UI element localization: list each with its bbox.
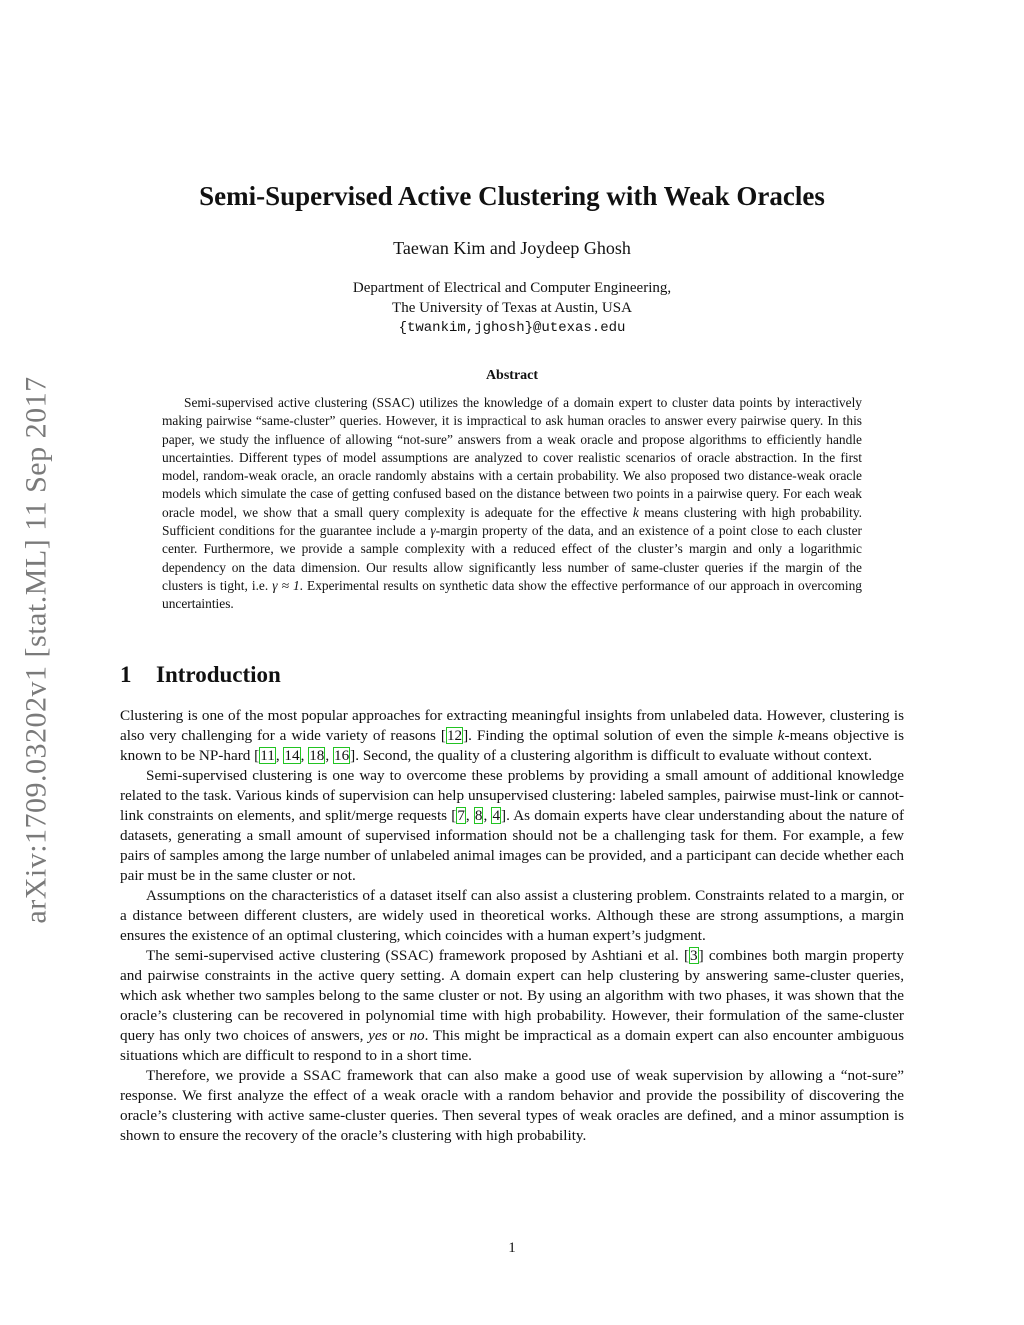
- section-title: Introduction: [156, 662, 281, 687]
- citation-link[interactable]: 14: [284, 747, 300, 764]
- abstract-part: Semi-supervised active clustering (SSAC) utilizes the knowledge of a domain expert to cluster data points by interactively making pairwise “same-cluster” queries. However, it is impractical to ask human oracles to answer every pairwise query. In this paper, we study the influence of allowing “not-sure” answers from a weak oracle and propose algorithms to efficiently handle uncertainties. Different types of model assumptions are analyzed to cover realistic scenarios of oracle abstraction. In the first model, random-weak oracle, an oracle randomly abstains with a certain probability. We also proposed two distance-weak oracle models which simulate the case of getting confused based on the distance between two points in a pairwise query. For each weak oracle model, we show that a small query complexity is adequate for the effective: [162, 395, 862, 520]
- citation-link[interactable]: 3: [690, 947, 698, 964]
- arxiv-identifier: arXiv:1709.03202v1 [stat.ML] 11 Sep 2017: [20, 376, 54, 924]
- citation-link[interactable]: 4: [492, 807, 501, 824]
- text-run: The semi-supervised active clustering (SSAC) framework proposed by Ashtiani et al. [: [146, 947, 690, 964]
- abstract-heading: Abstract: [485, 368, 539, 383]
- text-run: Semi-supervised clustering is one way to overcome these problems by providing a small amount of additional knowledge related to the task. Various kinds of supervision can help unsupervised clustering: labeled samples, pairwise must-link or cannot-link constraints on elements, and split/merge requests [: [120, 767, 904, 824]
- math-k: k: [777, 727, 785, 744]
- abstract-part: -margin property of the data, and an existence of a point close to each cluster center. Furthermore, we provide a sample complexity with a reduced effect of the cluster’s margin and only a logarithmic dependency on the data dimension. Our results allow significantly less number of same-cluster queries if the margin of the clusters is tight, i.e.: [162, 523, 862, 593]
- affiliation: [0, 278, 1024, 338]
- abstract-part: . Experimental results on synthetic data show the effective performance of our approach in overcoming uncertainties.: [162, 577, 862, 612]
- citation-link[interactable]: 12: [446, 727, 463, 744]
- math-gamma-approx: γ ≈ 1: [272, 577, 300, 593]
- page-number: 1: [508, 1240, 516, 1256]
- introduction-body: [120, 706, 904, 1146]
- affiliation-university: The University of Texas at Austin, USA: [392, 300, 632, 316]
- intro-paragraph-3: Assumptions on the characteristics of a dataset itself can also assist a clustering problem. Constraints related to a margin, or a distance between different clusters, are widely used in theoretical works. Although these are strong assumptions, a margin ensures the existence of an optimal clustering, which coincides with a human expert’s judgment.: [120, 887, 904, 944]
- intro-paragraph-1: Clustering is one of the most popular approaches for extracting meaningful insights from unlabeled data. However, clustering is also very challenging for a wide variety of reasons [12]. Finding the optimal solution of even the simple k-means objective is known to be NP-hard [11, 14, 18, 16]. Second, the quality of a clustering algorithm is difficult to evaluate without context.: [120, 707, 904, 764]
- emphasis-no: no: [409, 1027, 425, 1044]
- arxiv-identifier-margin: [14, 340, 60, 960]
- text-run: ]. Second, the quality of a clustering algorithm is difficult to evaluate without context.: [350, 747, 873, 764]
- text-run: ]. As domain experts have clear understanding about the nature of datasets, generating a small amount of supervised information should not be a challenging task for them. For example, a few pairs of samples among the large number of unlabeled animal images can be provided, and a participant can decide whether each pair must be in the same cluster or not.: [120, 807, 905, 884]
- intro-paragraph-5: Therefore, we provide a SSAC framework that can also make a good use of weak supervision by allowing a “not-sure” response. We first analyze the effect of a weak oracle with a random behavior and provide the possibility of discovering the oracle’s clustering with active same-cluster queries. Then several types of weak oracles are defined, and a minor assumption is shown to ensure the recovery of the oracle’s clustering with high probability.: [120, 1067, 904, 1144]
- emphasis-yes: yes: [368, 1027, 388, 1044]
- intro-paragraph-2: Semi-supervised clustering is one way to overcome these problems by providing a small amount of additional knowledge related to the task. Various kinds of supervision can help unsupervised clustering: labeled samples, pairwise must-link or cannot-link constraints on elements, and split/merge requests [7, 8, 4]. As domain experts have clear understanding about the nature of datasets, generating a small amount of supervised information should not be a challenging task for them. For example, a few pairs of samples among the large number of unlabeled animal images can be provided, and a participant can decide whether each pair must be in the same cluster or not.: [120, 767, 905, 884]
- text-run: ] combines both margin property and pairwise constraints in the active query setting. A domain expert can help clustering by answering same-cluster queries, which ask whether two samples belong to the same cluster or not. By using an algorithm with two phases, it was shown that the oracle’s clustering can be recovered in polynomial time with high probability. However, their formulation of the same-cluster query has only two choices of answers,: [120, 947, 904, 1044]
- citation-link[interactable]: 11: [260, 747, 275, 764]
- author-emails: {twankim,jghosh}@utexas.edu: [398, 320, 626, 336]
- math-k: k: [632, 504, 639, 520]
- text-run: Clustering is one of the most popular approaches for extracting meaningful insights from unlabeled data. However, clustering is also very challenging for a wide variety of reasons [: [120, 707, 904, 744]
- citation-link[interactable]: 16: [333, 747, 350, 764]
- abstract-part: means clustering with high probability. Sufficient conditions for the guarantee include a: [162, 504, 862, 539]
- section-heading-introduction: [120, 662, 281, 688]
- citation-link[interactable]: 18: [309, 747, 325, 764]
- paper-title: Semi-Supervised Active Clustering with Weak Oracles: [199, 181, 825, 211]
- authors: Taewan Kim and Joydeep Ghosh: [393, 238, 631, 258]
- text-run: . This might be impractical as a domain expert can also encounter ambiguous situations which are difficult to respond to in a short time.: [120, 1027, 904, 1064]
- text-run: ]. Finding the optimal solution of even the simple: [463, 727, 778, 744]
- section-number: 1: [120, 662, 132, 687]
- citation-link[interactable]: 8: [474, 807, 483, 824]
- affiliation-department: Department of Electrical and Computer Engineering,: [352, 280, 672, 296]
- math-gamma: γ: [430, 523, 436, 539]
- text-run: -means objective is known to be NP-hard [: [120, 727, 904, 764]
- citation-link[interactable]: 7: [457, 807, 465, 824]
- text-run: or: [387, 1027, 410, 1044]
- abstract-text: [162, 394, 862, 614]
- intro-paragraph-4: [120, 946, 904, 1066]
